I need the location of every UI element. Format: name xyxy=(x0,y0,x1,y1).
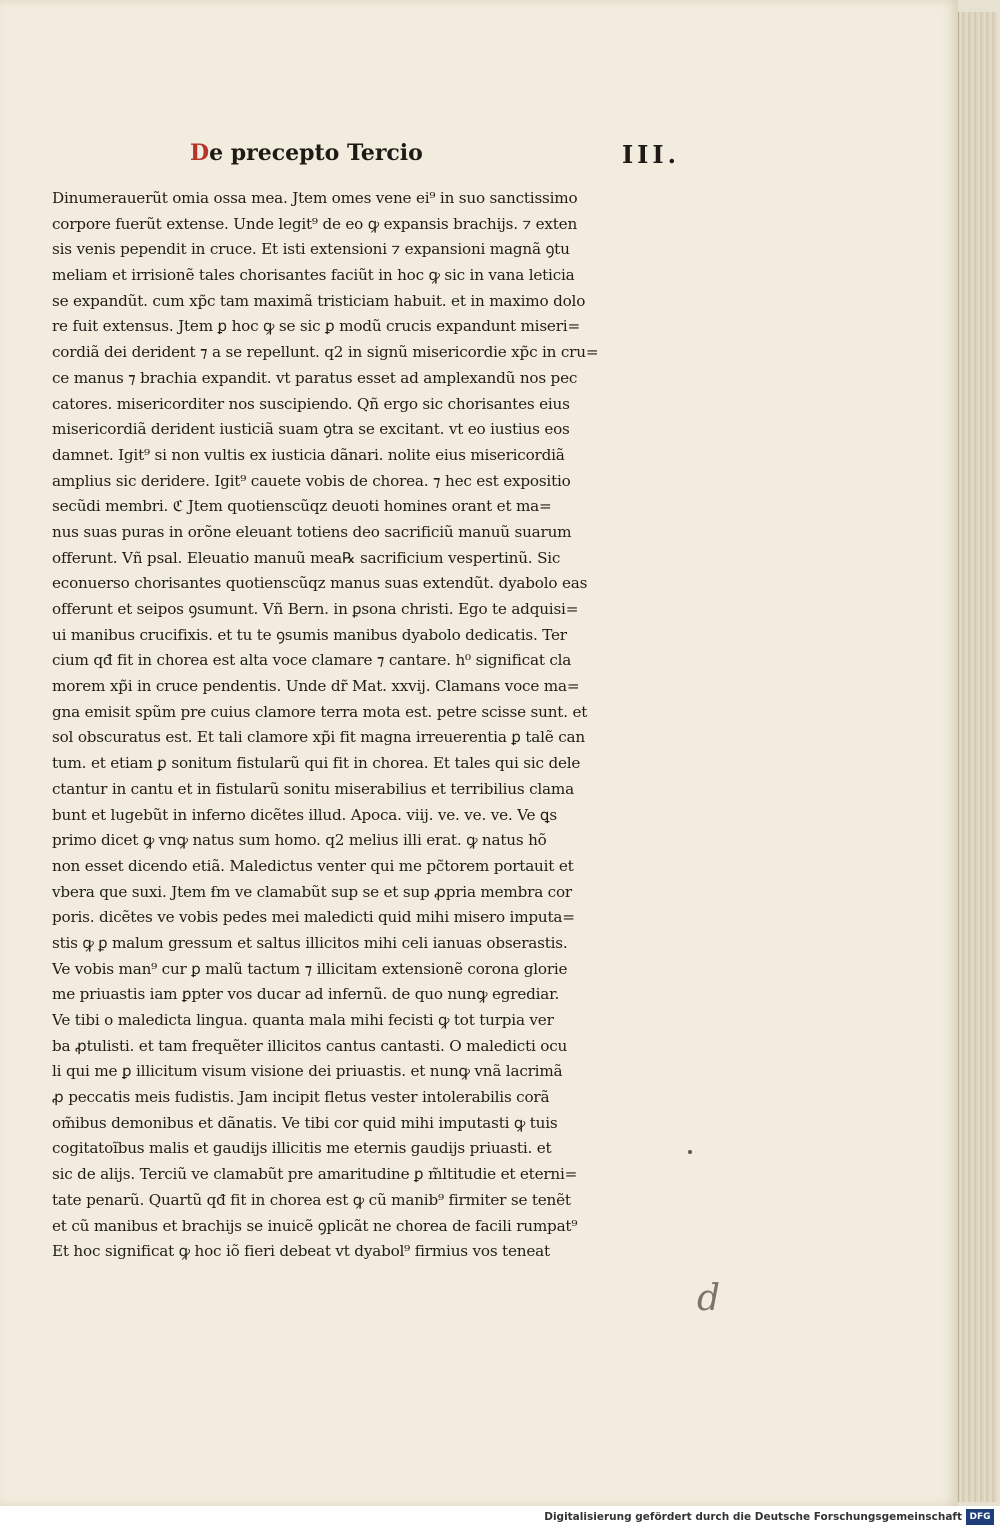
text-line: poris. dicẽtes ve vobis pedes mei maledicti quid mihi misero imputa= xyxy=(52,908,575,927)
text-line: sol obscuratus est. Et tali clamore xp̃i fit magna irreuerentia ꝑ talẽ can xyxy=(52,728,585,747)
main-text-block xyxy=(52,186,678,1265)
text-line: vbera que suxi. Jtem ẜm ve clamabũt sup se et sup ꝓpria membra cor xyxy=(52,882,572,901)
text-line: catores. misericorditer nos suscipiendo. Qñ ergo sic chorisantes eius xyxy=(52,394,570,413)
running-head-initial: D xyxy=(190,140,210,166)
text-line: meliam et irrisionẽ tales chorisantes faciũt in hoc ꝙ sic in vana leticia xyxy=(52,266,575,285)
running-head-text: e precepto Tercio xyxy=(209,140,423,166)
text-line: secũdi membri. ℭ Jtem quotienscũqz deuoti homines orant et ma= xyxy=(52,497,552,516)
text-line: offerunt. Vñ psal. Eleuatio manuũ mea℞ sacrificium vespertinũ. Sic xyxy=(52,548,561,567)
text-line: tate penarũ. Quartũ qđ fit in chorea est ꝙ cũ manib⁹ firmiter se tenẽt xyxy=(52,1190,571,1209)
text-line: econuerso chorisantes quotienscũqz manus suas extendũt. dyabolo eas xyxy=(52,574,588,593)
text-line: damnet. Igit⁹ si non vultis ex iusticia dãnari. nolite eius misericordiã xyxy=(52,445,565,464)
text-line: Dinumerauerũt omia ossa mea. Jtem omes vene ei⁹ in suo sanctissimo xyxy=(52,189,578,207)
text-line: bunt et lugebũt in inferno dicẽtes illud. Apoca. viij. ve. ve. ve. Ve ꝗs xyxy=(52,805,557,824)
margin-annotation: d xyxy=(697,1278,721,1319)
text-line: nus suas puras in orõne eleuant totiens deo sacrificiũ manuũ suarum xyxy=(52,522,572,541)
text-line: ce manus ⁊ brachia expandit. vt paratus esset ad amplexandũ nos pec xyxy=(52,368,578,387)
text-line: primo dicet ꝙ vnꝙ natus sum homo. q2 melius illi erat. ꝙ natus hõ xyxy=(52,831,547,850)
page-edges xyxy=(958,12,997,1502)
text-line: me priuastis iam ꝑpter vos ducar ad infernũ. de quo nunꝙ egrediar. xyxy=(52,985,560,1004)
text-line: sic de alijs. Terciũ ve clamabũt pre amaritudine ꝑ m̃ltitudie et eterni= xyxy=(52,1165,578,1184)
text-line: ui manibus crucifixis. et tu te ꝯsumis manibus dyabolo dedicatis. Ter xyxy=(52,625,567,644)
text-line: stis ꝙ ꝑ malum gressum et saltus illicitos mihi celi ianuas obserastis. xyxy=(52,933,568,952)
text-line: morem xp̃i in cruce pendentis. Unde dr̃ Mat. xxvij. Clamans voce ma= xyxy=(52,677,580,696)
text-line: non esset dicendo etiã. Maledictus venter qui me pc̃torem portauit et xyxy=(52,856,574,875)
text-line: se expandũt. cum xp̃c tam maximã tristiciam habuit. et in maximo dolo xyxy=(52,291,586,310)
ink-speck xyxy=(688,1150,692,1154)
text-line: ba ꝓtulisti. et tam frequẽter illicitos cantus cantasti. O maledicti ocu xyxy=(52,1036,568,1055)
text-line: tum. et etiam ꝑ sonitum fistularũ qui fit in chorea. Et tales qui sic dele xyxy=(52,754,581,773)
text-line: re fuit extensus. Jtem ꝑ hoc ꝙ se sic ꝑ modũ crucis expandunt miseri= xyxy=(52,317,580,336)
text-line: gna emisit spũm pre cuius clamore terra mota est. petre scisse sunt. et xyxy=(52,702,588,721)
text-line: Et hoc significat ꝙ hoc iõ fieri debeat vt dyabol⁹ firmius vos teneat xyxy=(52,1242,550,1261)
text-line: corpore fuerũt extense. Unde legit⁹ de eo ꝙ expansis brachijs. ⁊ exten xyxy=(52,214,578,233)
text-line: Ve vobis man⁹ cur ꝑ malũ tactum ⁊ illicitam extensionẽ corona glorie xyxy=(52,959,568,978)
page-header xyxy=(190,140,680,170)
text-line: cium qđ fit in chorea est alta voce clamare ⁊ cantare. h⁰ significat cla xyxy=(52,651,572,670)
text-line: sis venis pependit in cruce. Et isti extensioni ⁊ expansioni magnã ꝯtu xyxy=(52,240,570,259)
text-line: offerunt et seipos ꝯsumunt. Vñ Bern. in ꝑsona christi. Ego te adquisi= xyxy=(52,600,579,618)
text-line: ctantur in cantu et in fistularũ sonitu miserabilius et terribilius clama xyxy=(52,779,574,798)
text-line: et cũ manibus et brachijs se inuicẽ ꝯplicãt ne chorea de facili rumpat⁹ xyxy=(52,1216,578,1235)
folio-number: III. xyxy=(621,140,680,169)
running-head xyxy=(190,140,423,166)
text-line: misericordiã derident iusticiã suam ꝯtra se excitant. vt eo iustius eos xyxy=(52,420,570,439)
dfg-logo: DFG xyxy=(966,1509,994,1525)
text-line: Ve tibi o maledicta lingua. quanta mala mihi fecisti ꝙ tot turpia ver xyxy=(52,1011,554,1029)
text-line: cogitatoĩbus malis et gaudijs illicitis me eternis gaudijs priuasti. et xyxy=(52,1139,552,1158)
text-line: li qui me ꝑ illicitum visum visione dei priuastis. et nunꝙ vnã lacrimã xyxy=(52,1062,563,1081)
digitization-credit: Digitalisierung gefördert durch die Deutsche Forschungsgemeinschaft xyxy=(544,1511,962,1523)
text-line: om̃ibus demonibus et dãnatis. Ve tibi cor quid mihi imputasti ꝙ tuis xyxy=(52,1113,558,1132)
text-line: ꝓ peccatis meis fudistis. Jam incipit fletus vester intolerabilis corã xyxy=(52,1088,550,1107)
text-line: cordiã dei derident ⁊ a se repellunt. q2 in signũ misericordie xp̃c in cru= xyxy=(52,343,599,362)
text-line: amplius sic deridere. Igit⁹ cauete vobis de chorea. ⁊ hec est expositio xyxy=(52,471,571,490)
